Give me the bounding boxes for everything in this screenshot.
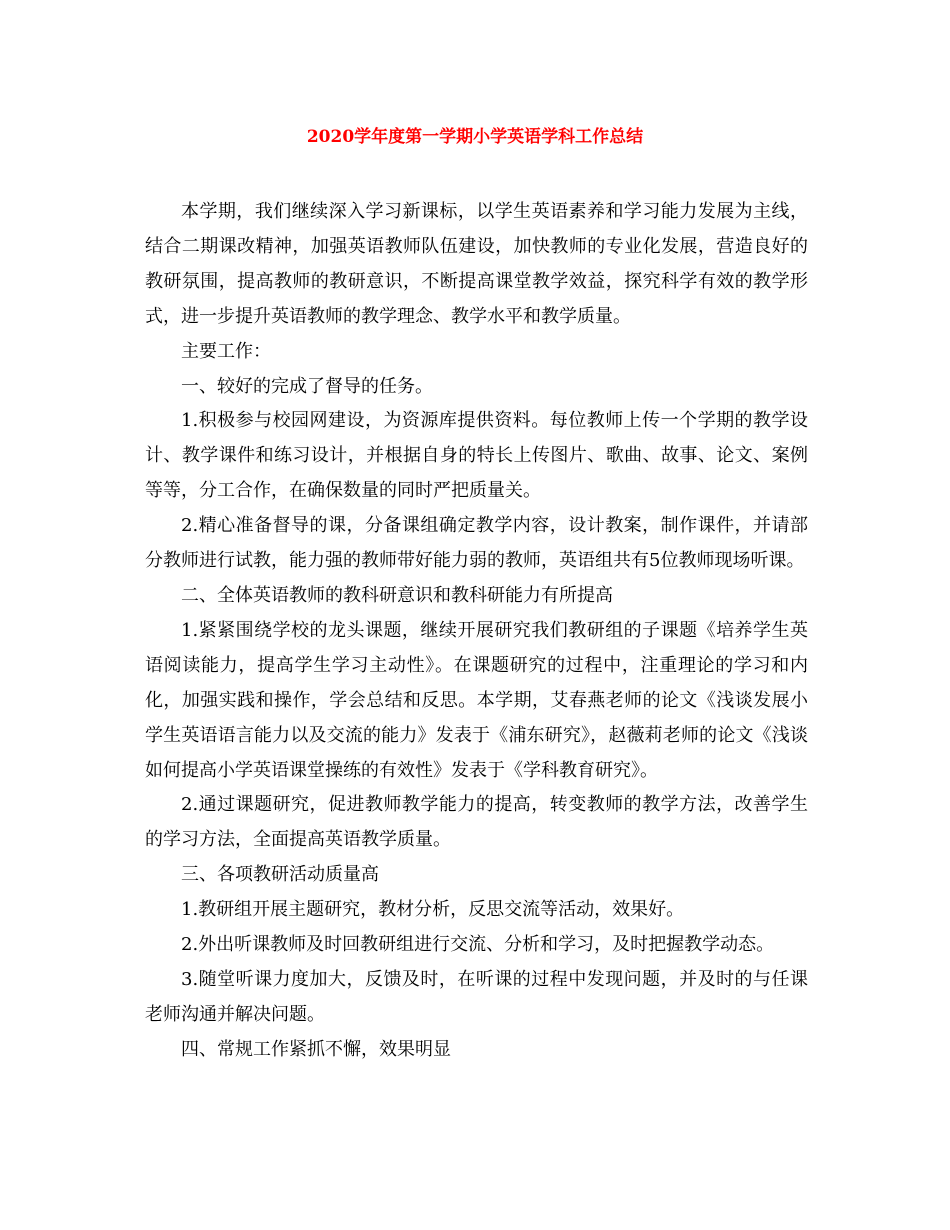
paragraph-3-1: 1.教研组开展主题研究，教材分析，反思交流等活动，效果好。 [181, 899, 685, 921]
document-title: 2020学年度第一学期小学英语学科工作总结 [306, 127, 644, 147]
section-heading-3: 三、各项教研活动质量高 [181, 864, 379, 886]
paragraph-2-1: 1.紧紧围绕学校的龙头课题，继续开展研究我们教研组的子课题《培养学生英语阅读能力，提高学生学习主动性》。在课题研究的过程中，注重理论的学习和内化，加强实践和操作，学会总结和反思。本学期，艾春燕老师的论文《浅谈发展小学生英语语言能力以及交流的能力》发表于《浦东研究》，赵薇莉老师的论文《浅谈如何提高小学英语课堂操练的有效性》发表于《学科教育研究》。 [145, 619, 808, 781]
paragraph-3-2: 2.外出听课教师及时回教研组进行交流、分析和学习，及时把握教学动态。 [181, 934, 775, 956]
section-heading-1: 一、较好的完成了督导的任务。 [181, 375, 433, 397]
paragraph-intro: 本学期，我们继续深入学习新课标，以学生英语素养和学习能力发展为主线，结合二期课改精神，加强英语教师队伍建设，加快教师的专业化发展，营造良好的教研氛围，提高教师的教研意识，不断提高课堂教学效益，探究科学有效的教学形式，进一步提升英语教师的教学理念、教学水平和教学质量。 [145, 201, 808, 327]
document-body [145, 195, 808, 1068]
paragraph-2-2: 2.通过课题研究，促进教师教学能力的提高，转变教师的教学方法，改善学生的学习方法，全面提高英语教学质量。 [145, 794, 808, 851]
paragraph-main-work: 主要工作： [181, 340, 271, 362]
paragraph-1-1: 1.积极参与校园网建设，为资源库提供资料。每位教师上传一个学期的教学设计、教学课件和练习设计，并根据自身的特长上传图片、歌曲、故事、论文、案例等等，分工合作，在确保数量的同时严把质量关。 [145, 410, 808, 502]
paragraph-1-2: 2.精心准备督导的课，分备课组确定教学内容，设计教案，制作课件，并请部分教师进行试教，能力强的教师带好能力弱的教师，英语组共有5位教师现场听课。 [145, 515, 808, 572]
section-heading-4: 四、常规工作紧抓不懈，效果明显 [181, 1038, 451, 1060]
paragraph-3-3: 3.随堂听课力度加大，反馈及时，在听课的过程中发现问题，并及时的与任课老师沟通并解决问题。 [145, 968, 808, 1025]
section-heading-2: 二、全体英语教师的教科研意识和教科研能力有所提高 [181, 584, 613, 606]
